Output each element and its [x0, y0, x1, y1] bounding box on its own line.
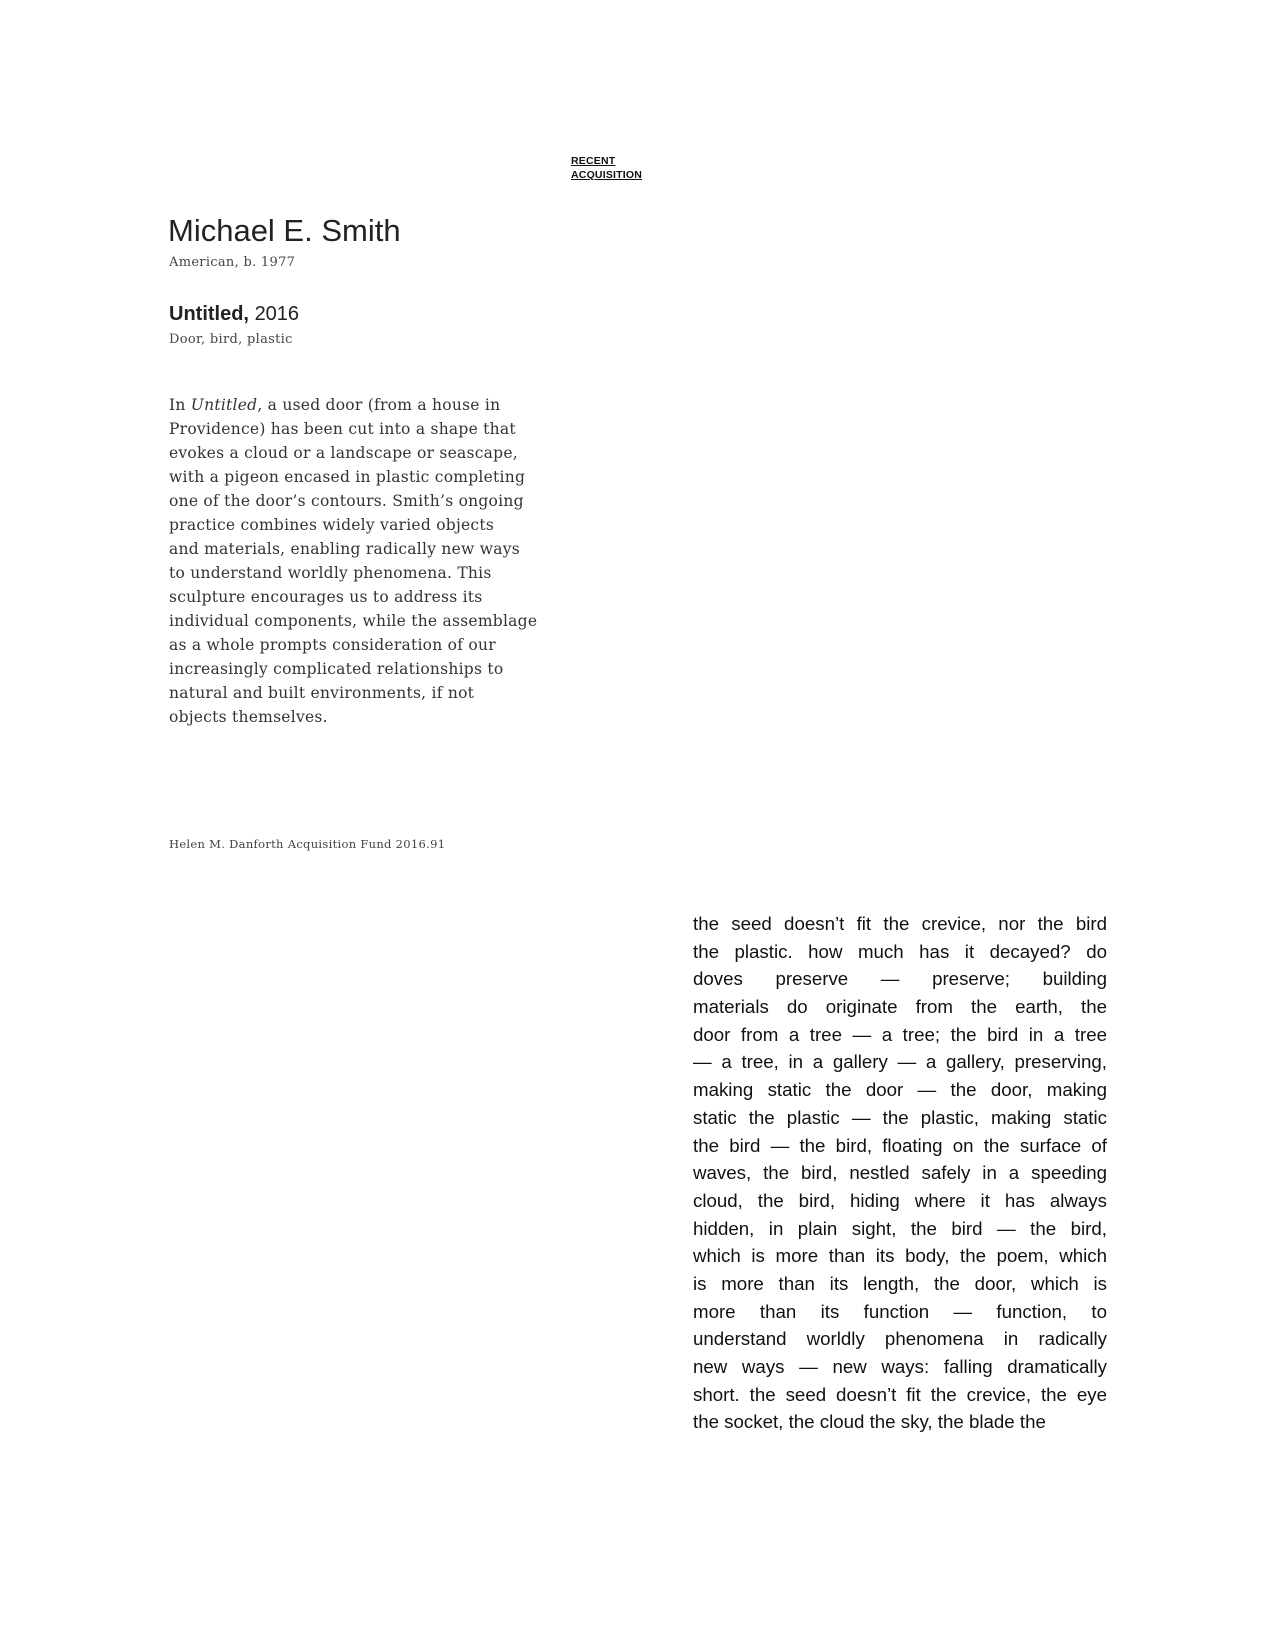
poem-line: static the plastic — the plastic, making static [693, 1106, 1107, 1128]
poem-line: understand worldly phenomena in radically [693, 1328, 1107, 1350]
work-year: 2016 [254, 303, 300, 325]
poem-line: waves, the bird, nestled safely in a speeding [693, 1162, 1107, 1184]
poem-text [693, 910, 1107, 1436]
poem-line: the bird — the bird, floating on the surface of [693, 1134, 1107, 1156]
artwork-description [169, 393, 589, 729]
label-line-acquisition: ACQUISITION [571, 169, 643, 181]
poem-line: materials do originate from the earth, the [693, 996, 1107, 1018]
description-line: increasingly complicated relationships to [169, 660, 504, 678]
poem-line: the socket, the cloud the sky, the blade the [693, 1411, 1046, 1433]
description-line: objects themselves. [169, 708, 328, 726]
credit-line: Helen M. Danforth Acquisition Fund 2016.91 [169, 837, 446, 851]
label-line-recent: RECENT [571, 155, 616, 167]
poem-line: — a tree, in a gallery — a gallery, preserving, [693, 1051, 1107, 1073]
description-line: to understand worldly phenomena. This [169, 564, 492, 582]
poem-line: hidden, in plain sight, the bird — the bird, [693, 1217, 1107, 1239]
description-line: individual components, while the assemblage [169, 612, 538, 630]
description-line: evokes a cloud or a landscape or seascape, [169, 444, 518, 462]
description-line: practice combines widely varied objects [169, 516, 495, 534]
description-intro: In [169, 396, 191, 414]
description-line1-rest: , a used door (from a house in [257, 396, 501, 414]
artist-name: Michael E. Smith [168, 213, 401, 248]
poem-line: new ways — new ways: falling dramatically [693, 1356, 1107, 1377]
recent-acquisition-label [571, 154, 642, 182]
poem-line: is more than its length, the door, which is [693, 1272, 1107, 1294]
description-line: and materials, enabling radically new ways [169, 540, 520, 558]
poem-line: the seed doesn’t fit the crevice, nor the bird [693, 913, 1107, 934]
description-line [169, 393, 589, 417]
description-title-italic: Untitled [190, 396, 258, 414]
description-line: one of the door’s contours. Smith’s ongoing [169, 492, 524, 510]
description-line: with a pigeon encased in plastic completing [169, 468, 526, 486]
poem-line: door from a tree — a tree; the bird in a tree [693, 1023, 1107, 1045]
poem-line: short. the seed doesn’t fit the crevice, the eye [693, 1383, 1107, 1405]
poem-line: the plastic. how much has it decayed? do [693, 940, 1107, 962]
poem-line: more than its function — function, to [693, 1300, 1107, 1322]
artist-nationality: American, b. 1977 [169, 255, 296, 270]
poem-line: doves preserve — preserve; building [693, 968, 1107, 990]
poem-line: making static the door — the door, making [693, 1079, 1107, 1101]
description-line: sculpture encourages us to address its [169, 588, 483, 606]
work-medium: Door, bird, plastic [169, 332, 293, 347]
description-line: natural and built environments, if not [169, 684, 475, 702]
work-title [169, 302, 299, 326]
work-title-name: Untitled, [169, 303, 249, 325]
poem-line: which is more than its body, the poem, which [693, 1245, 1107, 1267]
poem-line: cloud, the bird, hiding where it has always [693, 1189, 1107, 1211]
description-line: Providence) has been cut into a shape that [169, 420, 516, 438]
description-line: as a whole prompts consideration of our [169, 636, 496, 654]
